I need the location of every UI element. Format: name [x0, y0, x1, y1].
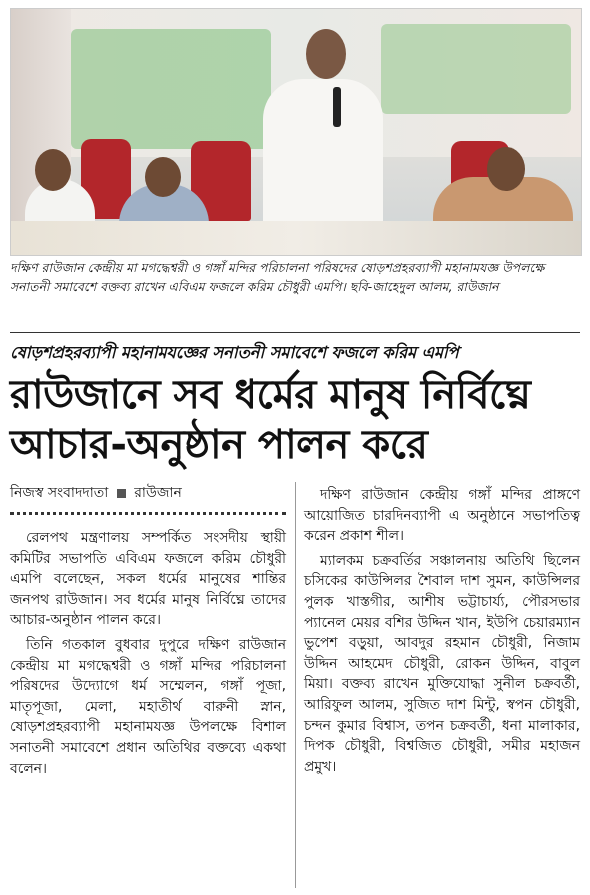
paragraph: দক্ষিণ রাউজান কেন্দ্রীয় গঙ্গাঁ মন্দির প্রাঙ্গণে আয়োজিত চারদিনব্যাপী এ অনুষ্ঠানে সভাপতিত্ব করেন প্রকাশ শীল। — [304, 487, 580, 545]
photo-caption: দক্ষিণ রাউজান কেন্দ্রীয় মা মগদ্ধেশ্বরী ও গঙ্গাঁ মন্দির পরিচালনা পরিষদের ষোড়শপ্রহরব্যাপী মহানামযজ্ঞ উপলক্ষে সনাতনী সমাবেশে বক্তব্য রাখেন এবিএম ফজলে করিম চৌধুরী এমপি। ছবি-জাহেদুল আলম, রাউজান — [10, 260, 545, 294]
photo-banner-left — [71, 29, 271, 149]
photo-person-head — [487, 147, 525, 191]
photo-person-head — [145, 157, 181, 197]
paragraph: রেলপথ মন্ত্রণালয় সম্পর্কিত সংসদীয় স্থায়ী কমিটির সভাপতি এবিএম ফজলে করিম চৌধুরী এমপি বলেছেন, সকল ধর্মের মানুষের শান্তির জনপথ রাউজান। সব ধর্মের মানুষ নির্বিঘ্নে তাদের আচার-অনুষ্ঠান পালন করে। — [10, 530, 286, 629]
article-headline: রাউজানে সব ধর্মের মানুষ নির্বিঘ্নে আচার-অনুষ্ঠান পালন করে — [10, 372, 531, 468]
article-kicker: ষোড়শপ্রহরব্যাপী মহানামযজ্ঞের সনাতনী সমাবেশে ফজলে করিম এমপি — [10, 343, 459, 362]
article-byline — [10, 481, 182, 505]
column-divider — [295, 482, 296, 888]
article-column-right — [304, 485, 580, 777]
square-bullet-icon — [117, 489, 126, 498]
caption-rule — [10, 332, 580, 333]
news-photo — [10, 8, 582, 256]
paragraph: তিনি গতকাল বুধবার দুপুরে দক্ষিণ রাউজান কেন্দ্রীয় মা মগদ্ধেশ্বরী ও গঙ্গাঁ মন্দির পরিচালনা পরিষদের উদ্যোগে ধর্ম সম্মেলন, গঙ্গাঁ পূজা, মাতৃপূজা, মেলা, মহাতীর্থ বারুনী স্নান, ষোড়শপ্রহরব্যাপী মহানামযজ্ঞ উপলক্ষে বিশাল সনাতনী সমাবেশে প্রধান অতিথির বক্তব্যে একথা বলেন। — [10, 636, 286, 777]
microphone-icon — [333, 87, 341, 127]
paragraph: ম্যালকম চক্রবর্তির সঞ্চালনায় অতিথি ছিলেন চসিকের কাউন্সিলর শৈবাল দাশ সুমন, কাউন্সিলর পুলক খাস্তগীর, আশীষ ভট্টাচার্য্য, পৌরসভার প্যানেল মেয়র বশির উদ্দিন খান, ইউপি চেয়ারম্যান ভুপেশ বড়ুয়া, আবদুর রহমান চৌধুরী, নিজাম উদ্দিন আহমেদ চৌধুরী, রোকন উদ্দিন, বাবুল মিয়া। বক্তব্য রাখেন মুক্তিযোদ্ধা সুনীল চক্রবর্তী, আরিফুল আলম, সুজিত দাশ মিন্টু, স্বপন চৌধুরী, চন্দন কুমার বিশ্বাস, তপন চক্রবর্তী, ধনা মালাকার, দিপক চৌধুরী, বিশ্বজিত চৌধুরী, সমীর মহাজন প্রমুখ। — [304, 552, 580, 775]
byline-reporter: নিজস্ব সংবাদদাতা — [10, 485, 109, 501]
article-column-left — [10, 528, 286, 779]
dotted-separator — [10, 512, 286, 515]
photo-speaker-head — [306, 29, 346, 79]
photo-person-head — [35, 149, 71, 191]
photo-banner-right — [381, 24, 571, 114]
byline-location: রাউজান — [134, 485, 182, 501]
photo-table — [11, 221, 581, 255]
